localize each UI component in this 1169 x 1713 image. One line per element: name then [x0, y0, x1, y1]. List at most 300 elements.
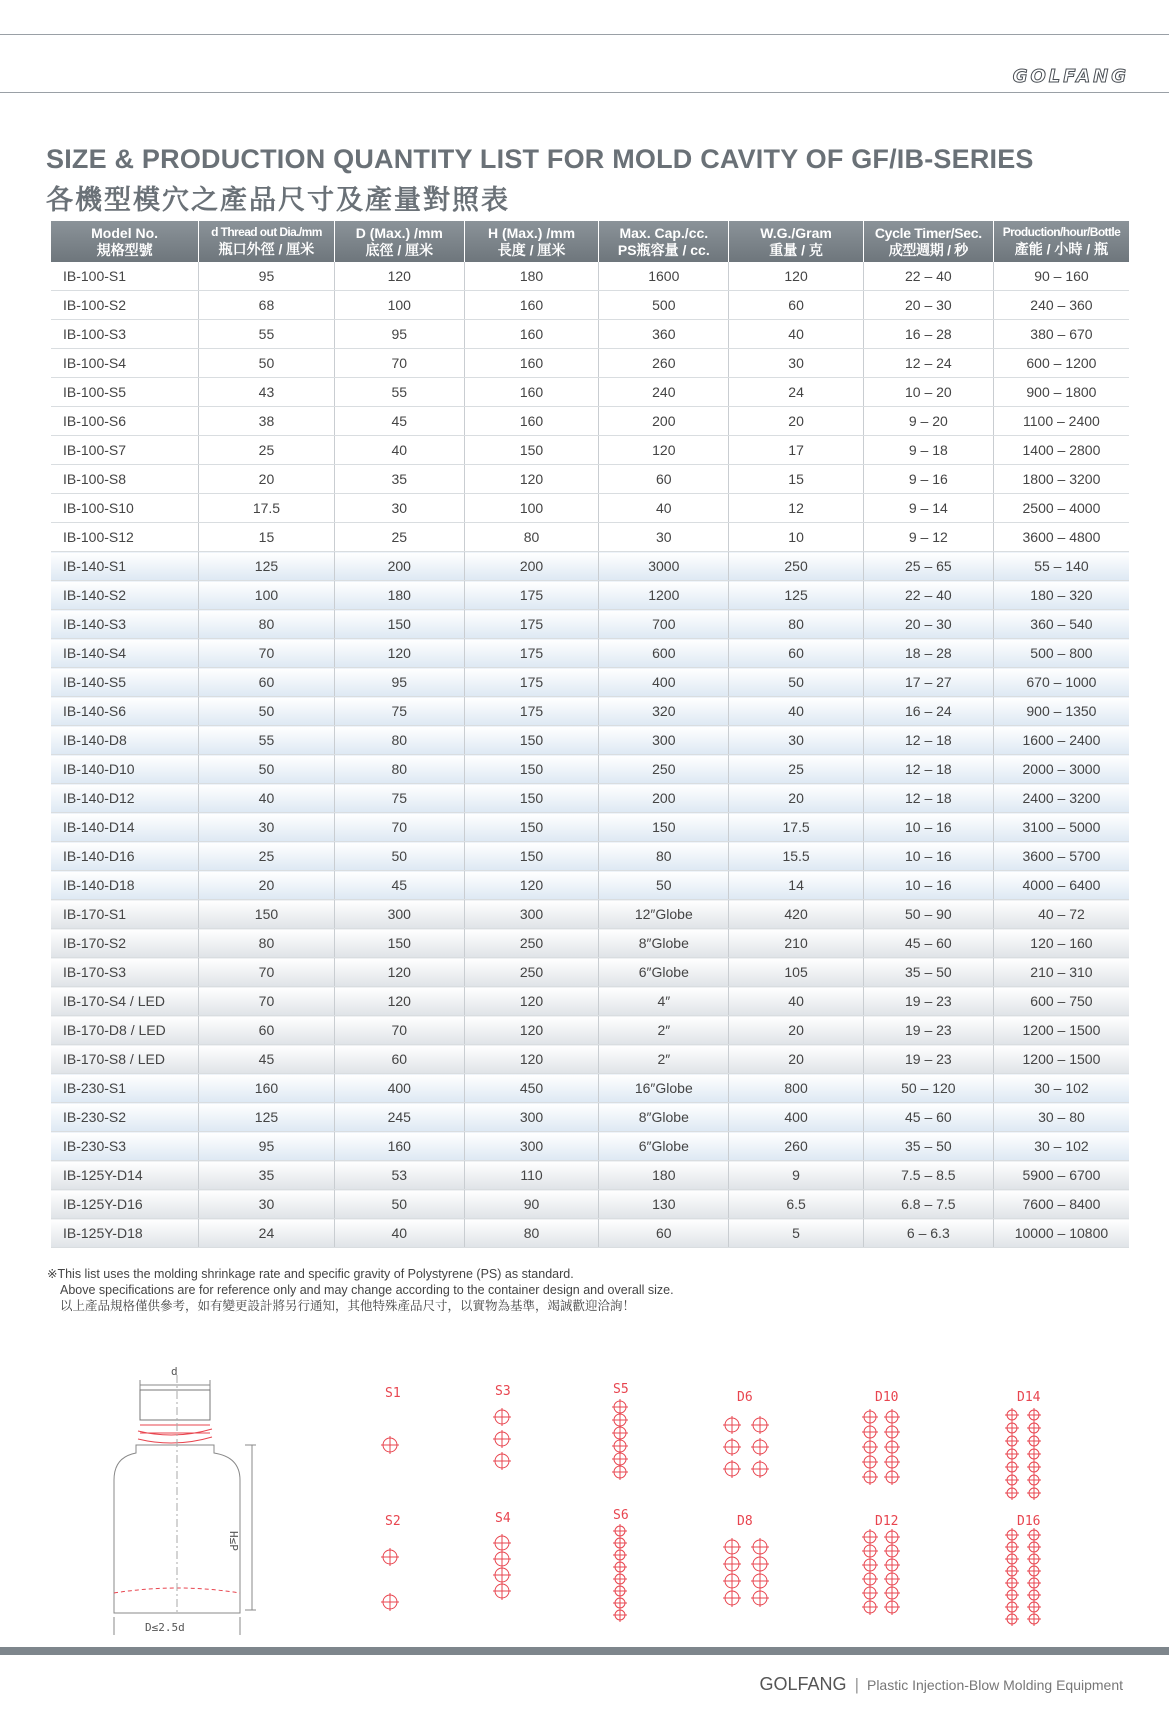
value-cell: 50 — [729, 668, 863, 697]
value-cell: 8″Globe — [599, 1103, 729, 1132]
cavity-mark — [723, 1555, 741, 1573]
value-cell: 75 — [334, 784, 464, 813]
model-cell: IB-170-S8 / LED — [51, 1045, 199, 1074]
value-cell: 1400 – 2800 — [993, 436, 1129, 465]
value-cell: 40 — [599, 494, 729, 523]
table-row — [51, 697, 1129, 726]
value-cell: 160 — [464, 349, 598, 378]
value-cell: 55 – 140 — [993, 552, 1129, 581]
model-cell: IB-170-D8 / LED — [51, 1016, 199, 1045]
spec-table — [51, 221, 1129, 1248]
cavity-mark — [1005, 1576, 1019, 1590]
value-cell: 120 — [729, 262, 863, 291]
value-cell: 50 — [334, 842, 464, 871]
model-cell: IB-140-S1 — [51, 552, 199, 581]
value-cell: 180 — [599, 1161, 729, 1190]
cavity-label-d14: D14 — [1017, 1390, 1041, 1405]
model-cell: IB-100-S4 — [51, 349, 199, 378]
model-cell: IB-125Y-D14 — [51, 1161, 199, 1190]
value-cell: 10 – 20 — [863, 378, 993, 407]
value-cell: 160 — [464, 407, 598, 436]
value-cell: 9 – 20 — [863, 407, 993, 436]
value-cell: 19 – 23 — [863, 1045, 993, 1074]
cavity-mark — [1027, 1600, 1041, 1614]
model-cell: IB-170-S4 / LED — [51, 987, 199, 1016]
model-cell: IB-140-D18 — [51, 871, 199, 900]
model-cell: IB-170-S1 — [51, 900, 199, 929]
value-cell: 120 — [334, 262, 464, 291]
value-cell: 17 – 27 — [863, 668, 993, 697]
value-cell: 175 — [464, 639, 598, 668]
model-cell: IB-170-S3 — [51, 958, 199, 987]
model-cell: IB-125Y-D16 — [51, 1190, 199, 1219]
value-cell: 120 – 160 — [993, 929, 1129, 958]
value-cell: 80 — [199, 929, 335, 958]
value-cell: 80 — [334, 726, 464, 755]
value-cell: 180 – 320 — [993, 581, 1129, 610]
value-cell: 125 — [729, 581, 863, 610]
cavity-mark — [884, 1599, 900, 1615]
col-thread-dia: d Thread out Dia./mm 瓶口外徑 / 厘米 — [199, 221, 335, 262]
table-row — [51, 349, 1129, 378]
value-cell: 100 — [199, 581, 335, 610]
cavity-label-d8: D8 — [737, 1514, 753, 1529]
model-cell: IB-125Y-D18 — [51, 1219, 199, 1248]
value-cell: 160 — [464, 291, 598, 320]
table-row — [51, 1219, 1129, 1248]
value-cell: 53 — [334, 1161, 464, 1190]
value-cell: 90 – 160 — [993, 262, 1129, 291]
footnote-line-1: ※This list uses the molding shrinkage rate and specific gravity of Polystyrene (PS) as standard. — [47, 1267, 574, 1281]
value-cell: 300 — [334, 900, 464, 929]
table-row — [51, 552, 1129, 581]
footnote — [47, 1266, 674, 1314]
value-cell: 25 — [199, 436, 335, 465]
value-cell: 55 — [334, 378, 464, 407]
cavity-mark — [884, 1557, 900, 1573]
value-cell: 700 — [599, 610, 729, 639]
cavity-mark — [381, 1593, 399, 1611]
value-cell: 45 — [334, 871, 464, 900]
cavity-mark — [1027, 1576, 1041, 1590]
value-cell: 30 – 102 — [993, 1074, 1129, 1103]
value-cell: 70 — [334, 1016, 464, 1045]
value-cell: 45 — [334, 407, 464, 436]
value-cell: 400 — [334, 1074, 464, 1103]
value-cell: 25 — [334, 523, 464, 552]
model-cell: IB-140-S5 — [51, 668, 199, 697]
value-cell: 95 — [199, 262, 335, 291]
table-row — [51, 900, 1129, 929]
value-cell: 12 – 18 — [863, 726, 993, 755]
value-cell: 20 – 30 — [863, 291, 993, 320]
value-cell: 9 – 14 — [863, 494, 993, 523]
cavity-mark — [751, 1438, 769, 1456]
cavity-mark — [884, 1454, 900, 1470]
value-cell: 24 — [729, 378, 863, 407]
value-cell: 20 – 30 — [863, 610, 993, 639]
value-cell: 80 — [599, 842, 729, 871]
value-cell: 6″Globe — [599, 958, 729, 987]
cavity-mark — [613, 1572, 627, 1586]
value-cell: 60 — [729, 639, 863, 668]
value-cell: 150 — [464, 755, 598, 784]
value-cell: 160 — [334, 1132, 464, 1161]
value-cell: 3600 – 4800 — [993, 523, 1129, 552]
value-cell: 19 – 23 — [863, 1016, 993, 1045]
value-cell: 7600 – 8400 — [993, 1190, 1129, 1219]
value-cell: 300 — [464, 1132, 598, 1161]
model-cell: IB-140-D16 — [51, 842, 199, 871]
value-cell: 40 — [334, 1219, 464, 1248]
model-cell: IB-230-S3 — [51, 1132, 199, 1161]
value-cell: 250 — [599, 755, 729, 784]
value-cell: 50 — [199, 755, 335, 784]
cavity-mark — [613, 1536, 627, 1550]
value-cell: 20 — [729, 1045, 863, 1074]
value-cell: 80 — [334, 755, 464, 784]
footer-rule — [0, 1647, 1169, 1655]
cavity-label-s5: S5 — [613, 1382, 629, 1397]
col-weight: W.G./Gram 重量 / 克 — [729, 221, 863, 262]
table-row — [51, 320, 1129, 349]
value-cell: 17.5 — [199, 494, 335, 523]
model-cell: IB-140-D8 — [51, 726, 199, 755]
model-cell: IB-100-S8 — [51, 465, 199, 494]
cavity-mark — [1005, 1564, 1019, 1578]
cavity-mark — [723, 1438, 741, 1456]
header-rule — [0, 92, 1169, 93]
cavity-mark — [381, 1436, 399, 1454]
value-cell: 240 — [599, 378, 729, 407]
value-cell: 60 — [334, 1045, 464, 1074]
table-row — [51, 1016, 1129, 1045]
value-cell: 360 — [599, 320, 729, 349]
value-cell: 1200 – 1500 — [993, 1016, 1129, 1045]
value-cell: 150 — [464, 726, 598, 755]
top-rule — [0, 34, 1169, 35]
value-cell: 60 — [199, 668, 335, 697]
table-row — [51, 1103, 1129, 1132]
value-cell: 8″Globe — [599, 929, 729, 958]
value-cell: 25 – 65 — [863, 552, 993, 581]
value-cell: 40 — [729, 697, 863, 726]
cavity-mark — [493, 1534, 511, 1552]
value-cell: 1200 – 1500 — [993, 1045, 1129, 1074]
value-cell: 600 — [599, 639, 729, 668]
cavity-mark — [751, 1538, 769, 1556]
model-cell: IB-230-S1 — [51, 1074, 199, 1103]
cavity-mark — [1027, 1564, 1041, 1578]
cavity-label-s2: S2 — [385, 1514, 401, 1529]
col-height: H (Max.) /mm 長度 / 厘米 — [464, 221, 598, 262]
cavity-mark — [1005, 1421, 1019, 1435]
value-cell: 900 – 1800 — [993, 378, 1129, 407]
cavity-mark — [884, 1424, 900, 1440]
value-cell: 600 – 1200 — [993, 349, 1129, 378]
cavity-mark — [751, 1589, 769, 1607]
cavity-mark — [1005, 1473, 1019, 1487]
value-cell: 40 — [729, 987, 863, 1016]
cavity-mark — [862, 1599, 878, 1615]
cavity-mark — [751, 1555, 769, 1573]
cavity-mark — [1027, 1447, 1041, 1461]
value-cell: 150 — [464, 842, 598, 871]
value-cell: 200 — [464, 552, 598, 581]
value-cell: 320 — [599, 697, 729, 726]
value-cell: 6.5 — [729, 1190, 863, 1219]
footer — [760, 1674, 1123, 1695]
cavity-mark — [884, 1469, 900, 1485]
cavity-mark — [862, 1469, 878, 1485]
table-row — [51, 1045, 1129, 1074]
cavity-mark — [613, 1560, 627, 1574]
value-cell: 400 — [599, 668, 729, 697]
value-cell: 500 – 800 — [993, 639, 1129, 668]
value-cell: 380 – 670 — [993, 320, 1129, 349]
value-cell: 210 – 310 — [993, 958, 1129, 987]
value-cell: 45 – 60 — [863, 1103, 993, 1132]
value-cell: 18 – 28 — [863, 639, 993, 668]
value-cell: 50 – 120 — [863, 1074, 993, 1103]
cavity-mark — [613, 1584, 627, 1598]
cavity-mark — [1005, 1552, 1019, 1566]
cavity-mark — [381, 1548, 399, 1566]
model-cell: IB-100-S6 — [51, 407, 199, 436]
cavity-mark — [493, 1452, 511, 1470]
value-cell: 120 — [334, 639, 464, 668]
value-cell: 20 — [729, 1016, 863, 1045]
value-cell: 150 — [334, 929, 464, 958]
cavity-mark — [723, 1538, 741, 1556]
value-cell: 80 — [199, 610, 335, 639]
value-cell: 70 — [199, 958, 335, 987]
value-cell: 30 – 80 — [993, 1103, 1129, 1132]
value-cell: 25 — [729, 755, 863, 784]
model-cell: IB-140-S4 — [51, 639, 199, 668]
value-cell: 300 — [464, 1103, 598, 1132]
value-cell: 30 — [599, 523, 729, 552]
value-cell: 20 — [729, 784, 863, 813]
cavity-mark — [751, 1572, 769, 1590]
footer-brand: GOLFANG — [759, 1674, 847, 1694]
cavity-mark — [1005, 1460, 1019, 1474]
model-cell: IB-100-S3 — [51, 320, 199, 349]
model-cell: IB-140-D14 — [51, 813, 199, 842]
value-cell: 15.5 — [729, 842, 863, 871]
value-cell: 40 — [334, 436, 464, 465]
value-cell: 245 — [334, 1103, 464, 1132]
cavity-mark — [1027, 1540, 1041, 1554]
value-cell: 80 — [729, 610, 863, 639]
value-cell: 250 — [729, 552, 863, 581]
table-row — [51, 581, 1129, 610]
value-cell: 45 — [199, 1045, 335, 1074]
cavity-label-s4: S4 — [495, 1511, 511, 1526]
value-cell: 25 — [199, 842, 335, 871]
cavity-label-d10: D10 — [875, 1390, 899, 1405]
cavity-mark — [751, 1416, 769, 1434]
value-cell: 12 – 18 — [863, 755, 993, 784]
value-cell: 35 – 50 — [863, 1132, 993, 1161]
value-cell: 22 – 40 — [863, 262, 993, 291]
value-cell: 250 — [464, 929, 598, 958]
value-cell: 40 – 72 — [993, 900, 1129, 929]
value-cell: 180 — [464, 262, 598, 291]
table-row — [51, 610, 1129, 639]
value-cell: 300 — [464, 900, 598, 929]
value-cell: 60 — [599, 465, 729, 494]
value-cell: 60 — [199, 1016, 335, 1045]
value-cell: 30 — [729, 726, 863, 755]
cavity-mark — [613, 1608, 627, 1622]
cavity-mark — [493, 1550, 511, 1568]
table-row — [51, 378, 1129, 407]
value-cell: 150 — [464, 813, 598, 842]
value-cell: 160 — [464, 320, 598, 349]
value-cell: 9 – 18 — [863, 436, 993, 465]
value-cell: 5 — [729, 1219, 863, 1248]
value-cell: 200 — [599, 784, 729, 813]
cavity-label-d16: D16 — [1017, 1514, 1041, 1529]
cavity-mark — [862, 1439, 878, 1455]
value-cell: 400 — [729, 1103, 863, 1132]
value-cell: 260 — [599, 349, 729, 378]
value-cell: 50 — [599, 871, 729, 900]
value-cell: 70 — [199, 639, 335, 668]
value-cell: 420 — [729, 900, 863, 929]
value-cell: 180 — [334, 581, 464, 610]
cavity-mark — [612, 1464, 628, 1480]
value-cell: 30 — [199, 1190, 335, 1219]
col-capacity: Max. Cap./cc. PS瓶容量 / cc. — [599, 221, 729, 262]
cavity-mark — [862, 1454, 878, 1470]
value-cell: 19 – 23 — [863, 987, 993, 1016]
value-cell: 35 — [334, 465, 464, 494]
cavity-label-s6: S6 — [613, 1508, 629, 1523]
cavity-mark — [1027, 1552, 1041, 1566]
table-row — [51, 1074, 1129, 1103]
cavity-mark — [1027, 1434, 1041, 1448]
table-row — [51, 929, 1129, 958]
value-cell: 250 — [464, 958, 598, 987]
value-cell: 120 — [599, 436, 729, 465]
model-cell: IB-100-S2 — [51, 291, 199, 320]
cavity-mark — [1005, 1600, 1019, 1614]
cavity-mark — [862, 1543, 878, 1559]
cavity-mark — [1027, 1588, 1041, 1602]
value-cell: 4″ — [599, 987, 729, 1016]
value-cell: 450 — [464, 1074, 598, 1103]
table-row — [51, 523, 1129, 552]
cavity-mark — [493, 1430, 511, 1448]
value-cell: 17.5 — [729, 813, 863, 842]
value-cell: 100 — [334, 291, 464, 320]
value-cell: 70 — [334, 349, 464, 378]
value-cell: 150 — [334, 610, 464, 639]
value-cell: 120 — [464, 871, 598, 900]
value-cell: 160 — [199, 1074, 335, 1103]
value-cell: 110 — [464, 1161, 598, 1190]
value-cell: 200 — [334, 552, 464, 581]
value-cell: 10000 – 10800 — [993, 1219, 1129, 1248]
value-cell: 75 — [334, 697, 464, 726]
cavity-mark — [1027, 1408, 1041, 1422]
value-cell: 12 – 18 — [863, 784, 993, 813]
value-cell: 150 — [199, 900, 335, 929]
value-cell: 125 — [199, 552, 335, 581]
value-cell: 50 — [334, 1190, 464, 1219]
value-cell: 95 — [334, 668, 464, 697]
value-cell: 70 — [334, 813, 464, 842]
value-cell: 30 — [729, 349, 863, 378]
cavity-mark — [884, 1585, 900, 1601]
bottle-drawing — [114, 1375, 256, 1635]
value-cell: 22 – 40 — [863, 581, 993, 610]
value-cell: 50 — [199, 697, 335, 726]
cavity-mark — [1005, 1528, 1019, 1542]
cavity-mark — [1005, 1408, 1019, 1422]
value-cell: 10 – 16 — [863, 871, 993, 900]
table-row — [51, 1190, 1129, 1219]
value-cell: 16 – 24 — [863, 697, 993, 726]
table-row — [51, 407, 1129, 436]
value-cell: 38 — [199, 407, 335, 436]
value-cell: 210 — [729, 929, 863, 958]
value-cell: 9 – 16 — [863, 465, 993, 494]
value-cell: 20 — [729, 407, 863, 436]
value-cell: 9 — [729, 1161, 863, 1190]
value-cell: 2″ — [599, 1045, 729, 1074]
table-row — [51, 291, 1129, 320]
cavity-mark — [884, 1543, 900, 1559]
table-row — [51, 726, 1129, 755]
cavity-mark — [1027, 1486, 1041, 1500]
model-cell: IB-140-S6 — [51, 697, 199, 726]
value-cell: 200 — [599, 407, 729, 436]
value-cell: 175 — [464, 610, 598, 639]
value-cell: 120 — [464, 1016, 598, 1045]
table-header-row — [51, 221, 1129, 262]
value-cell: 120 — [464, 987, 598, 1016]
footer-tagline: Plastic Injection-Blow Molding Equipment — [866, 1677, 1123, 1693]
cavity-mark — [862, 1557, 878, 1573]
value-cell: 1600 – 2400 — [993, 726, 1129, 755]
value-cell: 40 — [729, 320, 863, 349]
value-cell: 60 — [599, 1219, 729, 1248]
value-cell: 70 — [199, 987, 335, 1016]
value-cell: 9 – 12 — [863, 523, 993, 552]
cavity-mark — [493, 1566, 511, 1584]
value-cell: 100 — [464, 494, 598, 523]
table-row — [51, 958, 1129, 987]
value-cell: 68 — [199, 291, 335, 320]
logo: GOLFANG — [1012, 66, 1129, 87]
footnote-line-3: 以上產品規格僅供參考，如有變更設計將另行通知，其他特殊產品尺寸，以實物為基準，竭誠歡迎洽詢！ — [60, 1299, 636, 1313]
cavity-label-d12: D12 — [875, 1514, 899, 1529]
table-row — [51, 871, 1129, 900]
value-cell: 45 – 60 — [863, 929, 993, 958]
footer-separator: | — [854, 1675, 859, 1694]
value-cell: 10 – 16 — [863, 813, 993, 842]
value-cell: 300 — [599, 726, 729, 755]
model-cell: IB-100-S5 — [51, 378, 199, 407]
value-cell: 16 – 28 — [863, 320, 993, 349]
cavity-mark — [1005, 1612, 1019, 1626]
cavity-mark — [884, 1529, 900, 1545]
value-cell: 600 – 750 — [993, 987, 1129, 1016]
cavity-mark — [1005, 1540, 1019, 1554]
